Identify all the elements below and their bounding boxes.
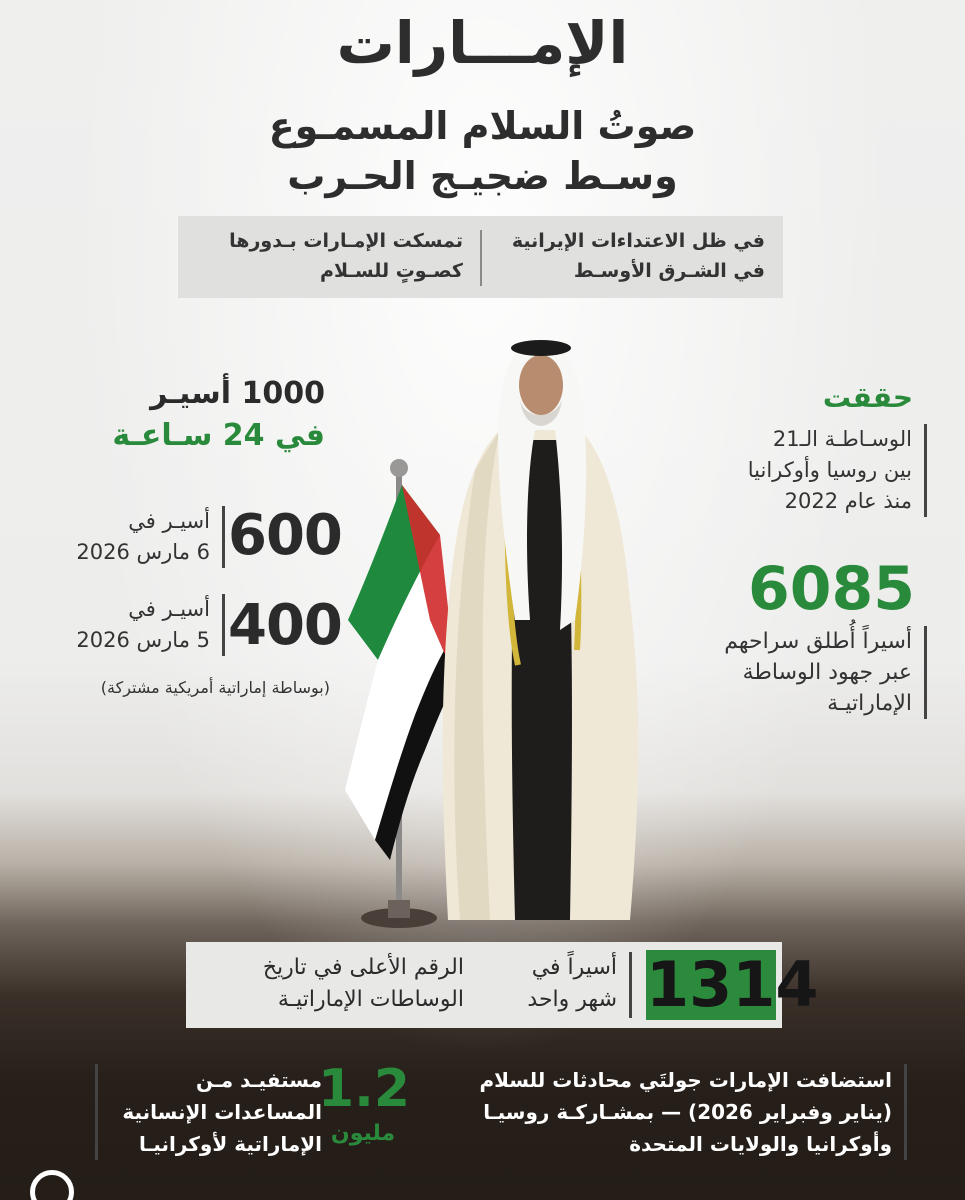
released-line-2: عبر جهود الوساطة <box>742 660 912 685</box>
context-right-line-2: في الشـرق الأوسـط <box>573 260 765 282</box>
item1-number: 600 <box>228 503 342 568</box>
item2-line-2: 5 مارس 2026 <box>76 628 210 652</box>
item2-line-1: أسيـر في <box>128 597 210 621</box>
released-number: 6085 <box>748 554 915 624</box>
uae-flag-icon <box>345 485 456 860</box>
mediation-line-1: الوسـاطـة الـ21 <box>772 427 912 451</box>
aid-line-2: المساعدات الإنسانية <box>122 1100 322 1124</box>
brand-logo-icon <box>30 1170 74 1200</box>
subtitle-line-2: وسـط ضجيـج الحـرب <box>287 154 678 198</box>
headline-line-1: 1000 أسيـر <box>150 376 325 411</box>
item1-text <box>40 506 225 568</box>
leader-figure-illustration <box>330 320 730 950</box>
released-line-1: أسيراً أُطلق سراحهم <box>724 629 912 654</box>
context-divider <box>480 230 482 286</box>
mediation-line-2: بين روسيا وأوكرانيا <box>747 458 912 482</box>
item2-text <box>40 594 225 656</box>
context-left <box>163 226 463 288</box>
context-right <box>465 226 765 288</box>
mediation-block <box>692 424 927 517</box>
achieved-label: حققت <box>822 381 913 414</box>
record-band <box>186 942 819 1028</box>
record-mid-line-1: أسيراً في <box>531 955 617 980</box>
aid-number: 1.2 <box>318 1059 411 1119</box>
aid-line-1: مستفيـد مـن <box>195 1068 322 1092</box>
released-block <box>682 626 927 719</box>
context-left-line-1: تمسكت الإمـارات بـدورها <box>229 230 463 252</box>
item2-number: 400 <box>228 593 342 658</box>
record-mid-text <box>467 952 632 1018</box>
released-line-3: الإماراتيـة <box>827 691 912 716</box>
context-box <box>178 216 783 298</box>
record-mid-line-2: شهر واحد <box>527 987 617 1012</box>
record-right-line-1: الرقم الأعلى في تاريخ <box>262 955 464 980</box>
aid-unit: مليون <box>330 1121 396 1146</box>
aid-number-block <box>318 1058 411 1148</box>
context-left-line-2: كصـوتٍ للسـلام <box>320 260 463 282</box>
peace-talks-line-1: استضافت الإمارات جولتَي محادثات للسلام <box>479 1068 892 1092</box>
figure-svg <box>330 320 730 950</box>
joint-mediation-note: (بوساطة إماراتية أمريكية مشتركة) <box>100 678 330 697</box>
record-right-text <box>199 952 464 1018</box>
context-right-line-1: في ظل الاعتداءات الإيرانية <box>511 230 765 252</box>
peace-talks-line-2: (يناير وفبراير 2026) — بمشـاركـة روسيـا <box>483 1100 892 1124</box>
record-right-line-2: الوساطات الإماراتيـة <box>277 987 464 1012</box>
item1-line-1: أسيـر في <box>128 509 210 533</box>
headline-block <box>95 374 325 458</box>
peace-talks-block <box>452 1064 907 1160</box>
main-title: الإمـــارات <box>336 9 629 77</box>
headline-line-2: في 24 سـاعـة <box>112 418 325 453</box>
item1-line-2: 6 مارس 2026 <box>76 540 210 564</box>
mediation-line-3: منذ عام 2022 <box>784 489 912 513</box>
aid-text-block <box>95 1064 322 1160</box>
subtitle-line-1: صوتُ السلام المسمـوع <box>268 104 697 148</box>
peace-talks-line-3: وأوكرانيا والولايات المتحدة <box>629 1132 892 1156</box>
aid-line-3: الإماراتية لأوكرانيـا <box>138 1132 322 1156</box>
record-number: 1314 <box>646 948 819 1021</box>
